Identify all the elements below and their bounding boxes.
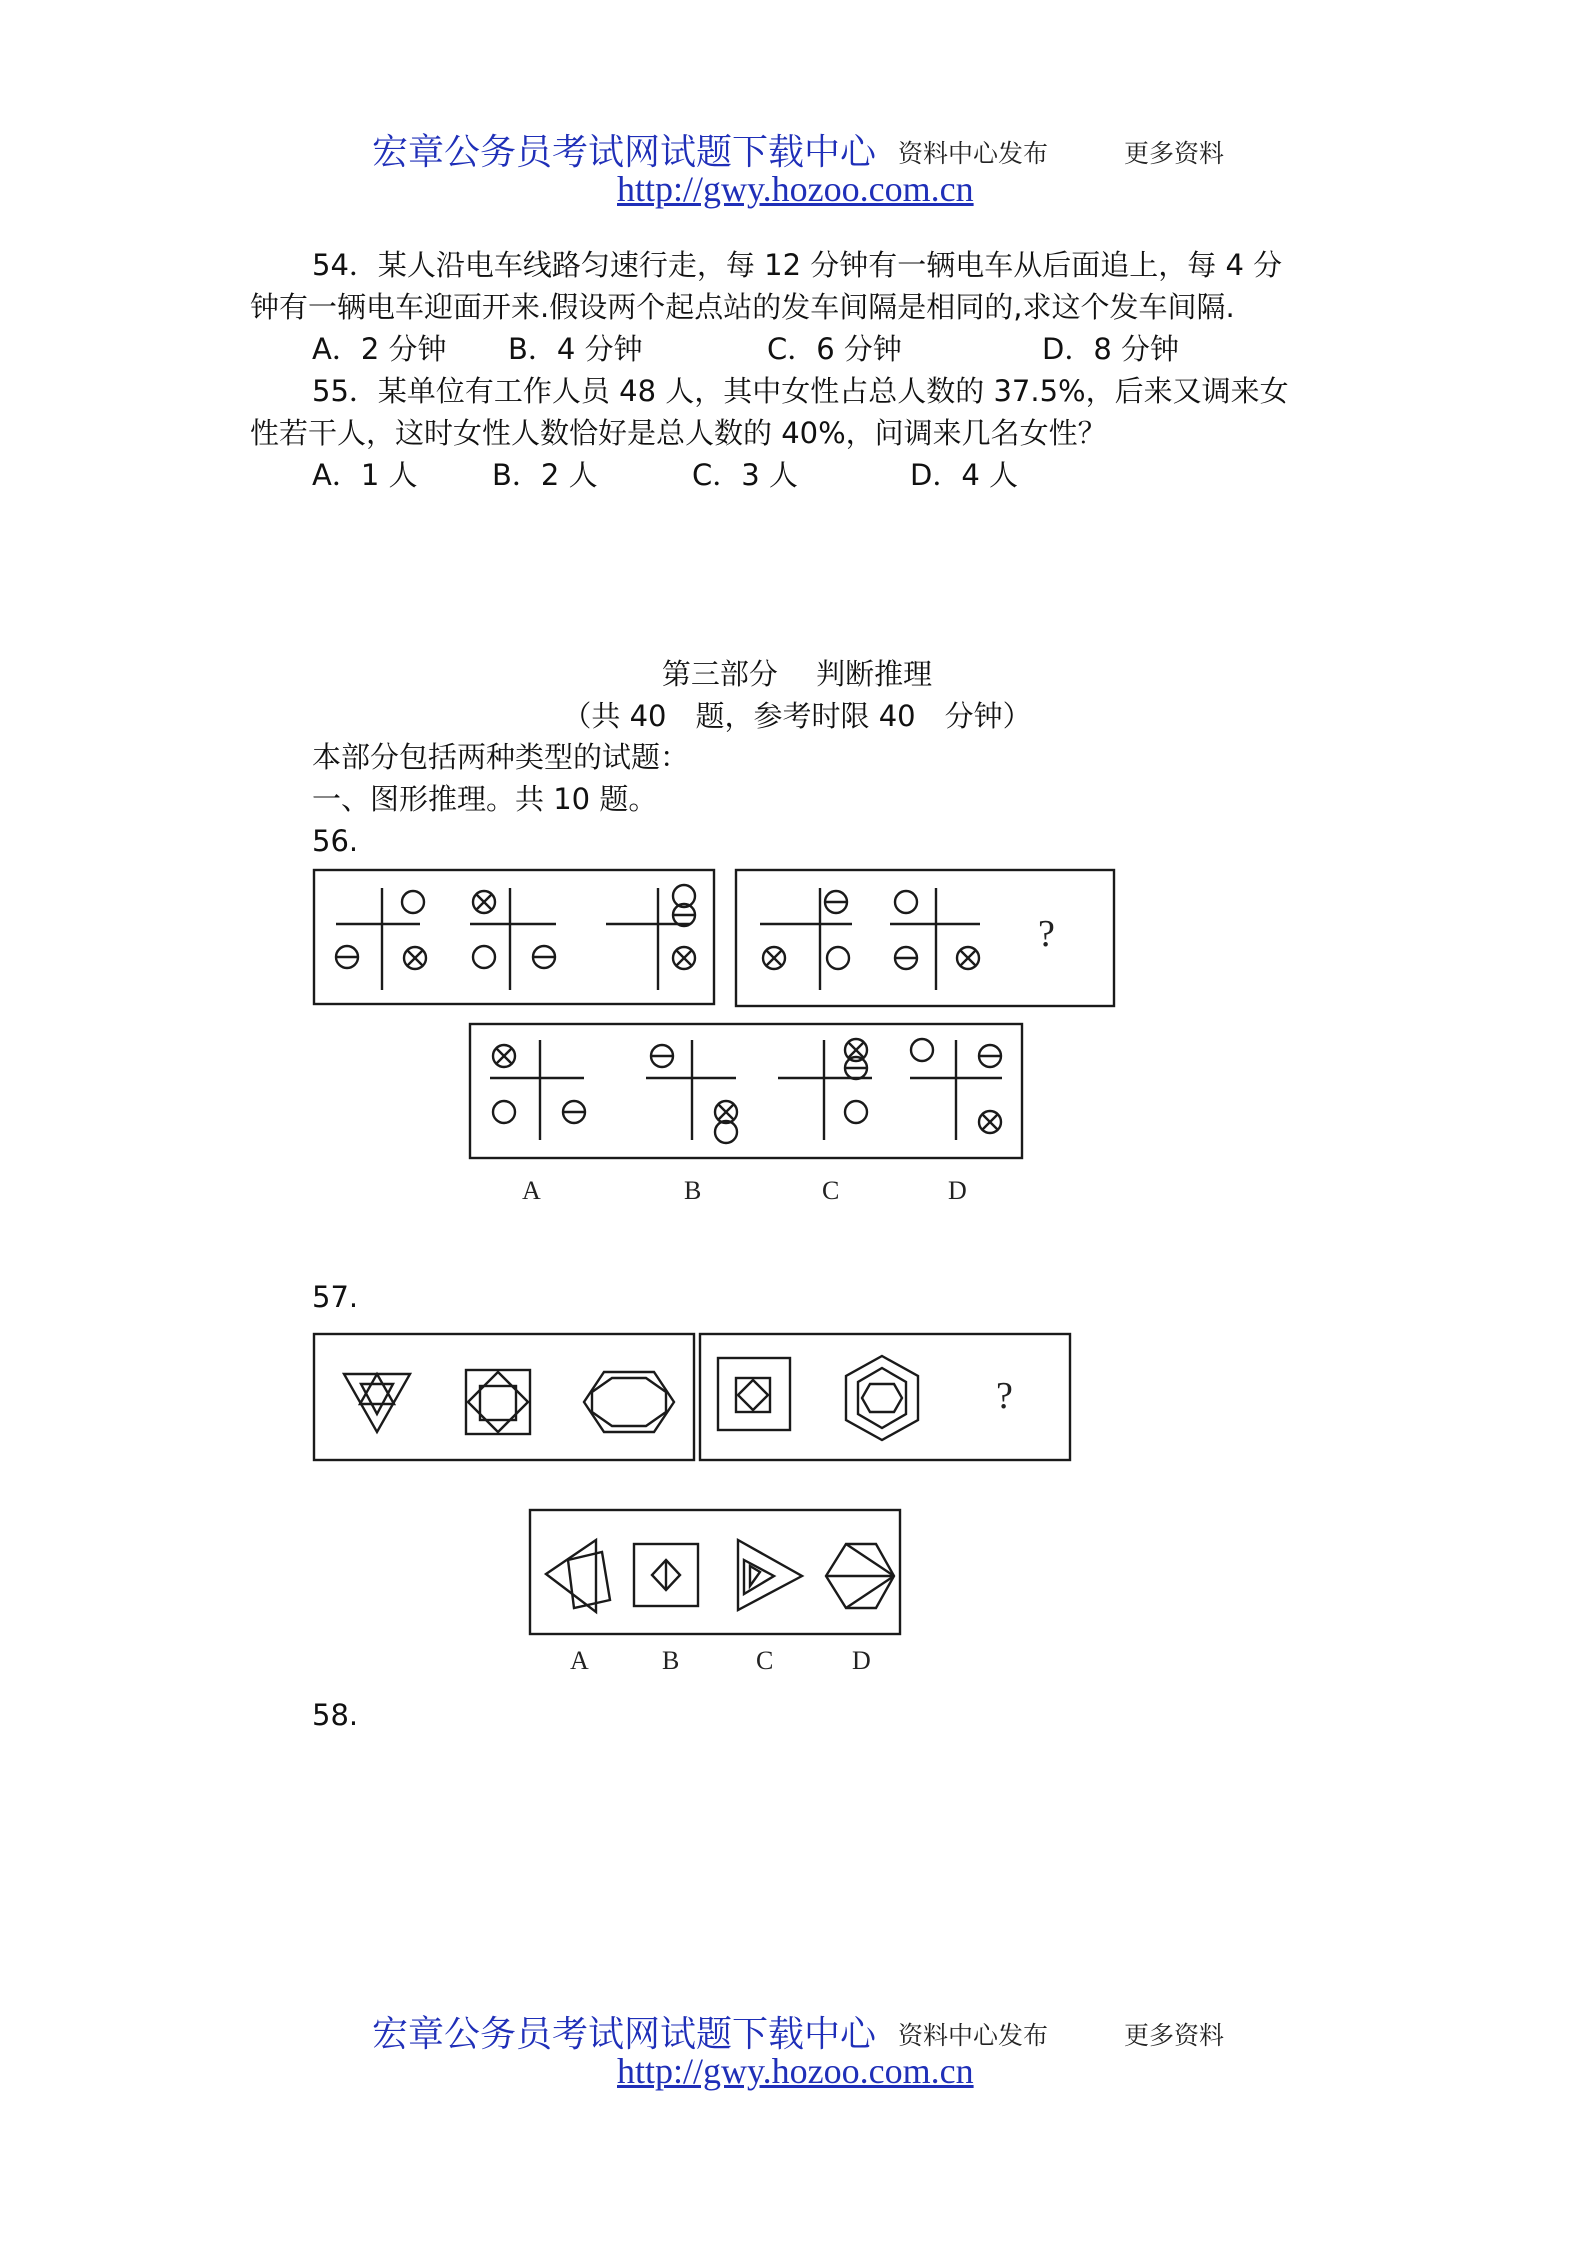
q56-option-label-d: D xyxy=(948,1176,967,1205)
q56-option-label-b: B xyxy=(684,1176,702,1205)
q58-number: 58. xyxy=(312,1698,359,1732)
q57-option-label-c: C xyxy=(756,1646,774,1675)
footer-more: 更多资料 xyxy=(1124,2021,1225,2050)
q56-options-frame xyxy=(470,1024,1022,1158)
q57-number: 57. xyxy=(312,1280,359,1314)
q57-frame-right xyxy=(700,1334,1070,1460)
q56-option-c-figure xyxy=(778,1039,872,1140)
q57-options-frame xyxy=(530,1510,900,1634)
diamond-circle-icon xyxy=(825,891,847,913)
diamond-circle-icon xyxy=(563,1101,585,1123)
q56-frame-right xyxy=(736,870,1114,1006)
q57-option-label-d: D xyxy=(852,1646,871,1675)
q56-frame-left xyxy=(314,870,714,1004)
q56-cross-1 xyxy=(336,888,426,990)
header-publish: 资料中心发布 xyxy=(898,139,1049,168)
q55-option-b: B．2 人 xyxy=(492,458,598,492)
q54-option-c: C．6 分钟 xyxy=(767,332,902,366)
q57-figure-1 xyxy=(344,1374,410,1432)
footer-site-name: 宏章公务员考试网试题下载中心 xyxy=(372,2014,877,2055)
diamond-circle-icon xyxy=(533,946,555,968)
part3-intro: 本部分包括两种类型的试题： xyxy=(312,740,690,774)
q57-figure-5 xyxy=(846,1356,918,1440)
q56-option-a-figure xyxy=(490,1040,585,1140)
q57-option-label-b: B xyxy=(662,1646,680,1675)
diamond-circle-icon xyxy=(895,947,917,969)
circle-cross-icon xyxy=(957,947,979,969)
q56-cross-3 xyxy=(606,885,695,990)
q56-question-mark: ? xyxy=(1038,913,1055,955)
part3-title: 第三部分 判断推理 xyxy=(661,657,933,691)
q56-cross-5 xyxy=(890,888,980,990)
q57-option-a-figure xyxy=(546,1540,610,1612)
q56-option-b-figure xyxy=(646,1040,737,1143)
part3-subtitle: （共 40 题，参考时限 40 分钟） xyxy=(562,699,1032,733)
circle-cross-icon xyxy=(673,947,695,969)
q57-option-d-figure xyxy=(826,1544,894,1608)
footer-url-link[interactable]: http://gwy.hozoo.com.cn xyxy=(617,2051,974,2091)
part3-section1: 一、图形推理。共 10 题。 xyxy=(312,782,658,816)
header-more: 更多资料 xyxy=(1124,139,1225,168)
diamond-circle-icon xyxy=(336,946,358,968)
header-site-name: 宏章公务员考试网试题下载中心 xyxy=(372,132,877,173)
circle-cross-icon xyxy=(715,1101,737,1123)
q54-option-d: D．8 分钟 xyxy=(1042,332,1179,366)
q54-line2: 钟有一辆电车迎面开来.假设两个起点站的发车间隔是相同的,求这个发车间隔. xyxy=(250,290,1235,324)
circle-cross-icon xyxy=(979,1111,1001,1133)
q56-option-label-a: A xyxy=(522,1176,541,1205)
q54-line1: 54．某人沿电车线路匀速行走，每 12 分钟有一辆电车从后面追上，每 4 分 xyxy=(312,248,1283,282)
q57-frame-left xyxy=(314,1334,694,1460)
q55-option-c: C．3 人 xyxy=(692,458,798,492)
q57-question-mark: ? xyxy=(996,1375,1013,1417)
q55-option-d: D．4 人 xyxy=(910,458,1018,492)
q55-line1: 55．某单位有工作人员 48 人，其中女性占总人数的 37.5%，后来又调来女 xyxy=(312,374,1289,408)
q57-figure-4 xyxy=(718,1358,790,1430)
q57-option-b-figure xyxy=(634,1544,698,1606)
circle-cross-icon xyxy=(473,891,495,913)
circle-cross-icon xyxy=(493,1045,515,1067)
q56-cross-4 xyxy=(760,888,852,990)
q57-option-c-figure xyxy=(738,1540,802,1610)
q57-figure-2 xyxy=(466,1370,530,1434)
q57-option-label-a: A xyxy=(570,1646,589,1675)
header-url-link[interactable]: http://gwy.hozoo.com.cn xyxy=(617,169,974,209)
q56-option-label-c: C xyxy=(822,1176,840,1205)
circle-cross-icon xyxy=(404,947,426,969)
diamond-circle-icon xyxy=(979,1045,1001,1067)
q54-option-b: B．4 分钟 xyxy=(508,332,643,366)
q56-cross-2 xyxy=(470,888,556,990)
q56-option-d-figure xyxy=(910,1039,1002,1140)
q55-line2: 性若干人，这时女性人数恰好是总人数的 40%，问调来几名女性？ xyxy=(250,416,1107,450)
diamond-circle-icon xyxy=(651,1045,673,1067)
q57-figure-3 xyxy=(584,1372,674,1432)
q56-number: 56. xyxy=(312,824,359,858)
q54-option-a: A．2 分钟 xyxy=(312,332,447,366)
page-footer xyxy=(372,2000,1272,2090)
footer-publish: 资料中心发布 xyxy=(898,2021,1049,2050)
circle-cross-icon xyxy=(763,947,785,969)
q55-option-a: A．1 人 xyxy=(312,458,418,492)
